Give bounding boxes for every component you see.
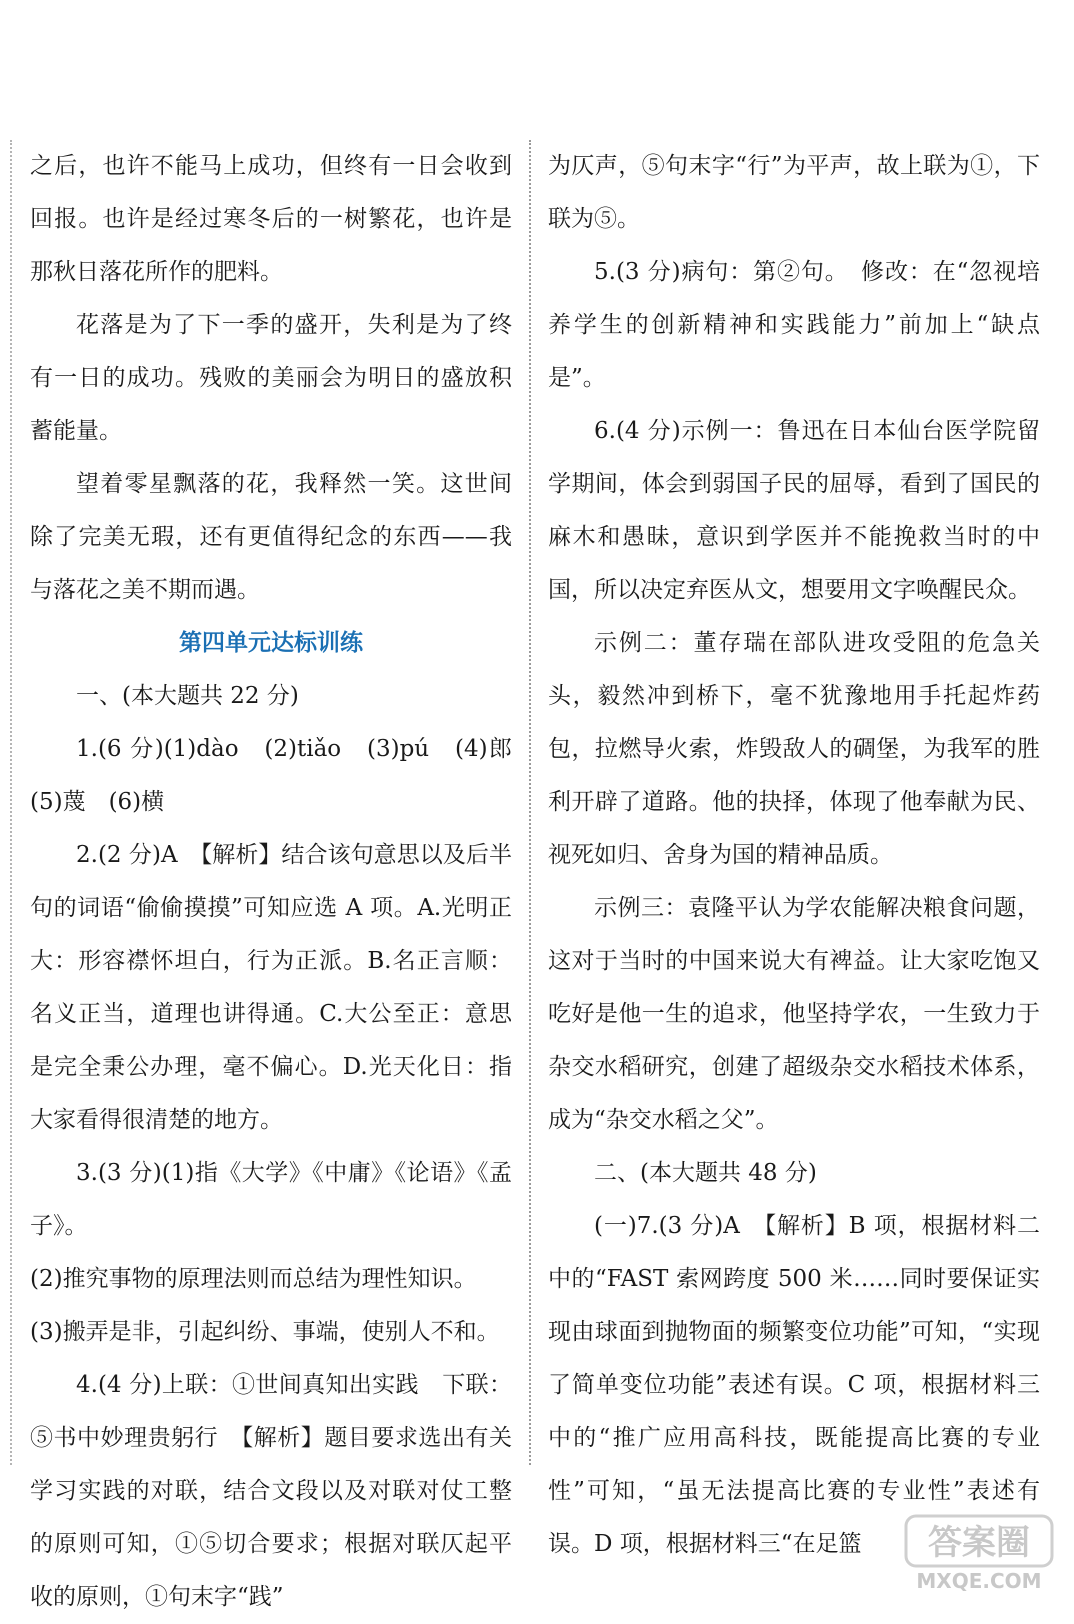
essay-paragraph-2: 花落是为了下一季的盛开，失利是为了终有一日的成功。残败的美丽会为明日的盛放积蓄能量。 (30, 312, 512, 444)
answer-q3-1: 3.(3 分)(1)指《大学》《中庸》《论语》《孟子》。 (30, 1160, 512, 1239)
essay-paragraph-3: 望着零星飘落的花，我释然一笑。这世间除了完美无瑕，还有更值得纪念的东西——我与落花之美不期而遇。 (30, 471, 512, 603)
answer-q1: 1.(6 分)(1)dào (2)tiǎo (3)pú (4)郎 (5)蔑 (6)横 (30, 736, 535, 815)
answer-q3-3: (3)搬弄是非，引起纠纷、事端，使别人不和。 (30, 1319, 500, 1345)
answer-q4-continued: 为仄声，⑤句末字“行”为平声，故上联为①，下联为⑤。 (548, 153, 1040, 232)
answer-q6-example-3: 示例三：袁隆平认为学农能解决粮食问题，这对于当时的中国来说大有裨益。让大家吃饱又吃好是他一生的追求，他坚持学农，一生致力于杂交水稻研究，创建了超级杂交水稻技术体系，成为“杂交水稻之父”。 (548, 895, 1040, 1133)
section-title: 第四单元达标训练 (179, 630, 363, 656)
watermark-url: MXQE.COM (916, 1569, 1042, 1592)
answer-q7: (一)7.(3 分)A 【解析】B 项，根据材料二中的“FAST 索网跨度 500 米……同时要保证实现由球面到抛物面的频繁变位功能”可知，“实现了简单变位功能”表述有误。C 项，根据材料三中的“推广应用高科技，既能提高比赛的专业性”可知，“虽无法提高比赛的专业性”表述有误。D 项，根据材料三“在足篮 (548, 1213, 1040, 1557)
answer-q6-example-1: 6.(4 分)示例一：鲁迅在日本仙台医学院留学期间，体会到弱国子民的屈辱，看到了国民的麻木和愚昧，意识到学医并不能挽救当时的中国，所以决定弃医从文，想要用文字唤醒民众。 (548, 418, 1040, 603)
answer-q4: 4.(4 分)上联：①世间真知出实践 下联：⑤书中妙理贵躬行 【解析】题目要求选出有关学习实践的对联，结合文段以及对联对仗工整的原则可知，①⑤切合要求；根据对联仄起平收的原则，①句末字“践” (30, 1372, 512, 1610)
watermark-logo-icon (904, 1514, 1054, 1592)
essay-paragraph-1: 之后，也许不能马上成功，但终有一日会收到回报。也许是经过寒冬后的一树繁花，也许是那秋日落花所作的肥料。 (30, 153, 512, 285)
watermark-logo-text: 答案圈 (928, 1523, 1030, 1563)
left-margin-rule (10, 140, 12, 1465)
part1-heading: 一、(本大题共 22 分) (76, 683, 299, 709)
right-column (548, 140, 1040, 1571)
part2-heading: 二、(本大题共 48 分) (594, 1160, 817, 1186)
answer-q2: 2.(2 分)A 【解析】结合该句意思以及后半句的词语“偷偷摸摸”可知应选 A 项。A.光明正大：形容襟怀坦白，行为正派。B.名正言顺：名义正当，道理也讲得通。C.大公至正：意思是完全秉公办理，毫不偏心。D.光天化日：指大家看得很清楚的地方。 (30, 842, 512, 1133)
left-column (30, 140, 535, 1624)
column-divider (529, 140, 531, 1465)
answer-q5: 5.(3 分)病句：第②句。 修改：在“忽视培养学生的创新精神和实践能力”前加上“缺点是”。 (548, 259, 1040, 391)
answer-q3-2: (2)推究事物的原理法则而总结为理性知识。 (30, 1266, 477, 1292)
answer-q6-example-2: 示例二：董存瑞在部队进攻受阻的危急关头，毅然冲到桥下，毫不犹豫地用手托起炸药包，拉燃导火索，炸毁敌人的碉堡，为我军的胜利开辟了道路。他的抉择，体现了他奉献为民、视死如归、舍身为国的精神品质。 (548, 630, 1040, 868)
